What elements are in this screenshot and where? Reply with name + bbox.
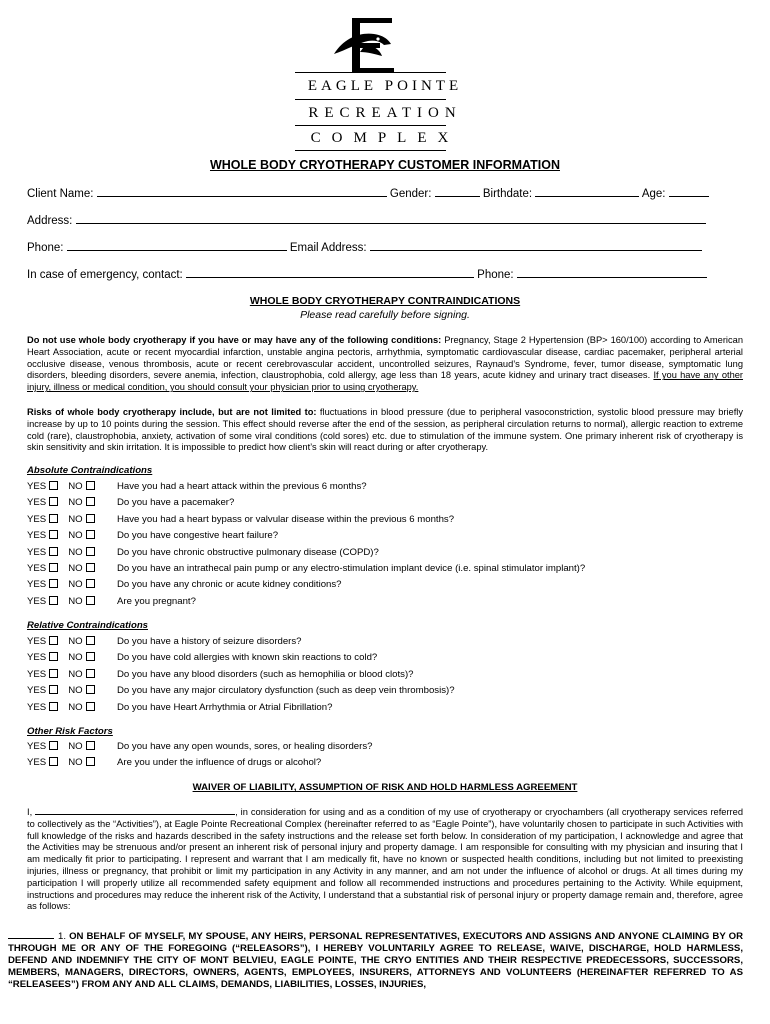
contraindications-title: WHOLE BODY CRYOTHERAPY CONTRAINDICATIONS	[249, 295, 521, 307]
yes-checkbox[interactable]	[49, 702, 58, 711]
question-text: Do you have a pacemaker?	[117, 497, 235, 509]
contraindications-list: Pregnancy, Stage 2 Hypertension (BP> 160/100) according to American Heart Association, acute or recent myocardial infarction, unstable angina pectoris, arrhythmia, symptomatic cardiovascular disease, cardiac pacemaker, peripheral arterial occlusive disease, venous thrombosis, acute or recent cerebrovascular accident, uncontrolled seizures, Raynaud’s Syndrome, fever, tumor disease, symptomatic lung disorders, bleeding disorders, severe anemia, infection, claustrophobia, cold allergy, age less than 18 years, acute kidney and urinary tract diseases.	[27, 335, 743, 381]
question-row	[27, 757, 321, 768]
age-field[interactable]	[669, 186, 709, 197]
risks-paragraph	[27, 407, 743, 454]
question-row	[27, 685, 455, 696]
no-label: NO	[68, 685, 83, 697]
gender-label: Gender:	[389, 188, 432, 200]
phone-label: Phone:	[27, 242, 64, 254]
email-field[interactable]	[370, 240, 702, 251]
email-label: Email Address:	[289, 242, 367, 254]
client-name-label: Client Name:	[27, 188, 94, 200]
no-label: NO	[68, 497, 83, 509]
no-checkbox[interactable]	[86, 596, 95, 605]
waiver-intro-text: , in consideration for using and as a condition of my use of cryotherapy or cryochambers (all cryotherapy services referred to collectively as the “Activities”), at Eagle Pointe Recreational Complex (hereinafter referred to as “Eagle Pointe”), have voluntarily chosen to participate in such Activities with full knowledge of the risks and hazards described in the safety instructions and the release set forth below. In consideration of my participation, I acknowledge and agree that the Activities may be strenuous and/or present an inherent risk of personal injury and property damage. I am responsible for consulting with my physician and insuring that I am medically fit prior to participating. I represent and warrant that I am medically fit, have no known or suspected health conditions, including but not limited to preexisting injuries, illness or pregnancy, that prohibit or limit my participation in any Activity in any manner, and am not under the influence of alcohol or drugs. At all times during my participation I will properly utilize all recommended safety equipment and follow all recommended instructions and procedures pertaining to the Activity. While equipment, instructions and procedures may reduce the inherent risk of the Activity, I understand that a substantial risk of personal injury or property damage remain and, therefore, agree as follows:	[27, 807, 743, 912]
yes-checkbox[interactable]	[49, 481, 58, 490]
no-label: NO	[68, 668, 83, 680]
question-row	[27, 547, 379, 558]
no-checkbox[interactable]	[86, 652, 95, 661]
gender-field[interactable]	[435, 186, 480, 197]
participant-name-field[interactable]	[35, 806, 235, 815]
waiver-intro-prefix: I,	[27, 807, 33, 817]
other-risk-factors-title: Other Risk Factors	[27, 726, 113, 737]
logo-text-complex: COMPLEX	[310, 130, 460, 146]
contraindications-lead: Do not use whole body cryotherapy if you have or may have any of the following conditions:	[27, 335, 442, 345]
absolute-contraindications-title: Absolute Contraindications	[27, 465, 153, 476]
yes-label: YES	[27, 481, 47, 492]
consult-physician-note: If you have any other injury, illness or medical condition, you should consult your physician prior to using cryotherapy.	[27, 370, 744, 393]
phone-email-row	[27, 240, 702, 254]
question-text: Do you have any chronic or acute kidney conditions?	[117, 579, 342, 591]
no-checkbox[interactable]	[86, 669, 95, 678]
question-row	[27, 636, 302, 647]
question-text: Are you pregnant?	[117, 595, 196, 607]
logo-text-eagle-pointe: EAGLE POINTE	[307, 78, 463, 94]
yes-checkbox[interactable]	[49, 636, 58, 645]
yes-checkbox[interactable]	[49, 563, 58, 572]
yes-label: YES	[27, 636, 47, 647]
question-text: Do you have any major circulatory dysfunction (such as deep vein thrombosis)?	[117, 685, 455, 697]
question-text: Are you under the influence of drugs or alcohol?	[117, 757, 322, 769]
question-row	[27, 741, 372, 752]
emergency-row	[27, 267, 707, 281]
no-label: NO	[68, 481, 83, 492]
birthdate-field[interactable]	[535, 186, 639, 197]
question-text: Have you had a heart attack within the previous 6 months?	[117, 481, 367, 492]
yes-label: YES	[27, 741, 47, 752]
emergency-phone-label: Phone:	[477, 269, 514, 281]
no-checkbox[interactable]	[86, 497, 95, 506]
birthdate-label: Birthdate:	[482, 188, 533, 200]
yes-label: YES	[27, 757, 47, 769]
question-row	[27, 530, 278, 541]
eagle-pointe-logo	[0, 0, 770, 155]
question-row	[27, 563, 585, 574]
no-checkbox[interactable]	[86, 636, 95, 645]
eagle-e-logo-icon	[330, 10, 410, 80]
yes-label: YES	[27, 563, 47, 574]
phone-field[interactable]	[67, 240, 287, 251]
yes-label: YES	[27, 685, 47, 697]
yes-checkbox[interactable]	[49, 685, 58, 694]
question-row	[27, 497, 234, 508]
question-row	[27, 481, 367, 492]
client-name-field[interactable]	[97, 186, 387, 197]
yes-checkbox[interactable]	[49, 741, 58, 750]
address-field[interactable]	[76, 213, 706, 224]
no-checkbox[interactable]	[86, 563, 95, 572]
question-text: Do you have Heart Arrhythmia or Atrial Fibrillation?	[117, 701, 333, 713]
no-label: NO	[68, 757, 83, 769]
no-checkbox[interactable]	[86, 757, 95, 766]
address-row	[27, 213, 706, 227]
question-row	[27, 596, 196, 607]
no-checkbox[interactable]	[86, 702, 95, 711]
waiver-intro	[27, 806, 743, 913]
question-text: Do you have a history of seizure disorders?	[117, 636, 302, 647]
address-label: Address:	[27, 215, 73, 227]
no-label: NO	[68, 513, 83, 525]
no-label: NO	[68, 579, 83, 591]
release-clause-1	[8, 929, 743, 991]
no-checkbox[interactable]	[86, 547, 95, 556]
yes-label: YES	[27, 513, 47, 525]
yes-label: YES	[27, 497, 47, 509]
question-row	[27, 652, 377, 663]
no-label: NO	[68, 652, 83, 664]
yes-checkbox[interactable]	[49, 530, 58, 539]
relative-contraindications-title: Relative Contraindications	[27, 620, 149, 631]
initials-field[interactable]	[8, 929, 54, 939]
clause-number: 1.	[58, 931, 67, 942]
yes-label: YES	[27, 701, 47, 713]
yes-checkbox[interactable]	[49, 596, 58, 605]
yes-checkbox[interactable]	[49, 579, 58, 588]
yes-label: YES	[27, 530, 47, 542]
risks-lead: Risks of whole body cryotherapy include, but are not limited to:	[27, 407, 317, 417]
client-info-row	[27, 186, 709, 200]
question-text: Do you have congestive heart failure?	[117, 530, 279, 542]
no-label: NO	[68, 741, 83, 752]
waiver-title: WAIVER OF LIABILITY, ASSUMPTION OF RISK AND HOLD HARMLESS AGREEMENT	[192, 782, 578, 793]
emergency-phone-field[interactable]	[517, 267, 707, 278]
question-text: Do you have chronic obstructive pulmonary disease (COPD)?	[117, 546, 379, 558]
question-text: Do you have any open wounds, sores, or healing disorders?	[117, 741, 373, 752]
no-label: NO	[68, 563, 83, 574]
question-row	[27, 579, 342, 590]
yes-checkbox[interactable]	[49, 669, 58, 678]
emergency-contact-label: In case of emergency, contact:	[27, 269, 183, 281]
yes-label: YES	[27, 668, 47, 680]
no-label: NO	[68, 546, 83, 558]
yes-label: YES	[27, 652, 47, 664]
question-row	[27, 702, 332, 713]
emergency-contact-field[interactable]	[186, 267, 474, 278]
yes-label: YES	[27, 579, 47, 591]
yes-label: YES	[27, 595, 47, 607]
question-text: Have you had a heart bypass or valvular disease within the previous 6 months?	[117, 513, 455, 525]
no-checkbox[interactable]	[86, 579, 95, 588]
no-label: NO	[68, 701, 83, 713]
no-checkbox[interactable]	[86, 514, 95, 523]
logo-text-recreation: RECREATION	[308, 105, 462, 121]
yes-checkbox[interactable]	[49, 497, 58, 506]
no-checkbox[interactable]	[86, 685, 95, 694]
no-checkbox[interactable]	[86, 530, 95, 539]
no-label: NO	[68, 595, 83, 607]
question-text: Do you have an intrathecal pain pump or any electro-stimulation implant device (i.e. spinal stimulator implant)?	[117, 563, 586, 574]
yes-checkbox[interactable]	[49, 652, 58, 661]
no-checkbox[interactable]	[86, 481, 95, 490]
question-row	[27, 514, 454, 525]
no-label: NO	[68, 636, 83, 647]
question-row	[27, 669, 414, 680]
contraindications-subtitle: Please read carefully before signing.	[300, 309, 470, 321]
question-text: Do you have cold allergies with known skin reactions to cold?	[117, 652, 378, 664]
form-title: WHOLE BODY CRYOTHERAPY CUSTOMER INFORMATION	[209, 158, 560, 172]
release-clause-text: ON BEHALF OF MYSELF, MY SPOUSE, ANY HEIRS, PERSONAL REPRESENTATIVES, EXECUTORS AND ASSIGNS AND ANYONE CLAIMING BY OR THROUGH ME OR ANY OF THE FOREGOING (“RELEASORS”), I HEREBY VOLUNTARILY AGREE TO RELEASE, WAIVE, DISCHARGE, HOLD HARMLESS, DEFEND AND INDEMNIFY THE CITY OF MONT BELVIEU, EAGLE POINTE, THE CRYO ENTITIES AND THEIR RESPECTIVE PREDECESSORS, SUCCESSORS, MEMBERS, MANAGERS, DIRECTORS, OWNERS, AGENTS, EMPLOYEES, INSURERS, ATTORNEYS AND VOLUNTEERS (HEREINAFTER REFERRED TO AS “RELEASEES”) FROM ANY AND ALL CLAIMS, DEMANDS, LIABILITIES, LOSSES, INJURIES,	[8, 931, 743, 990]
yes-checkbox[interactable]	[49, 547, 58, 556]
yes-checkbox[interactable]	[49, 757, 58, 766]
yes-label: YES	[27, 546, 47, 558]
no-label: NO	[68, 530, 83, 542]
contraindications-paragraph	[27, 335, 743, 394]
no-checkbox[interactable]	[86, 741, 95, 750]
age-label: Age:	[641, 188, 666, 200]
question-text: Do you have any blood disorders (such as hemophilia or blood clots)?	[117, 668, 414, 680]
risks-text: fluctuations in blood pressure (due to peripheral vasoconstriction, systolic blood pressure may briefly increase by up to 10 points during the session. This effect should reverse after the end of the session, as peripheral circulation returns to normal), allergic reaction to extreme cold (rare), claustrophobia, anxiety, activation of some viral conditions (cold sores) etc. due to stimulation of the immune system. One primary inherent risk of cryotherapy is skin sensitivity and skin irritation. It is impossible to predict how client’s skin will react during or after cryotherapy.	[27, 407, 743, 453]
yes-checkbox[interactable]	[49, 514, 58, 523]
